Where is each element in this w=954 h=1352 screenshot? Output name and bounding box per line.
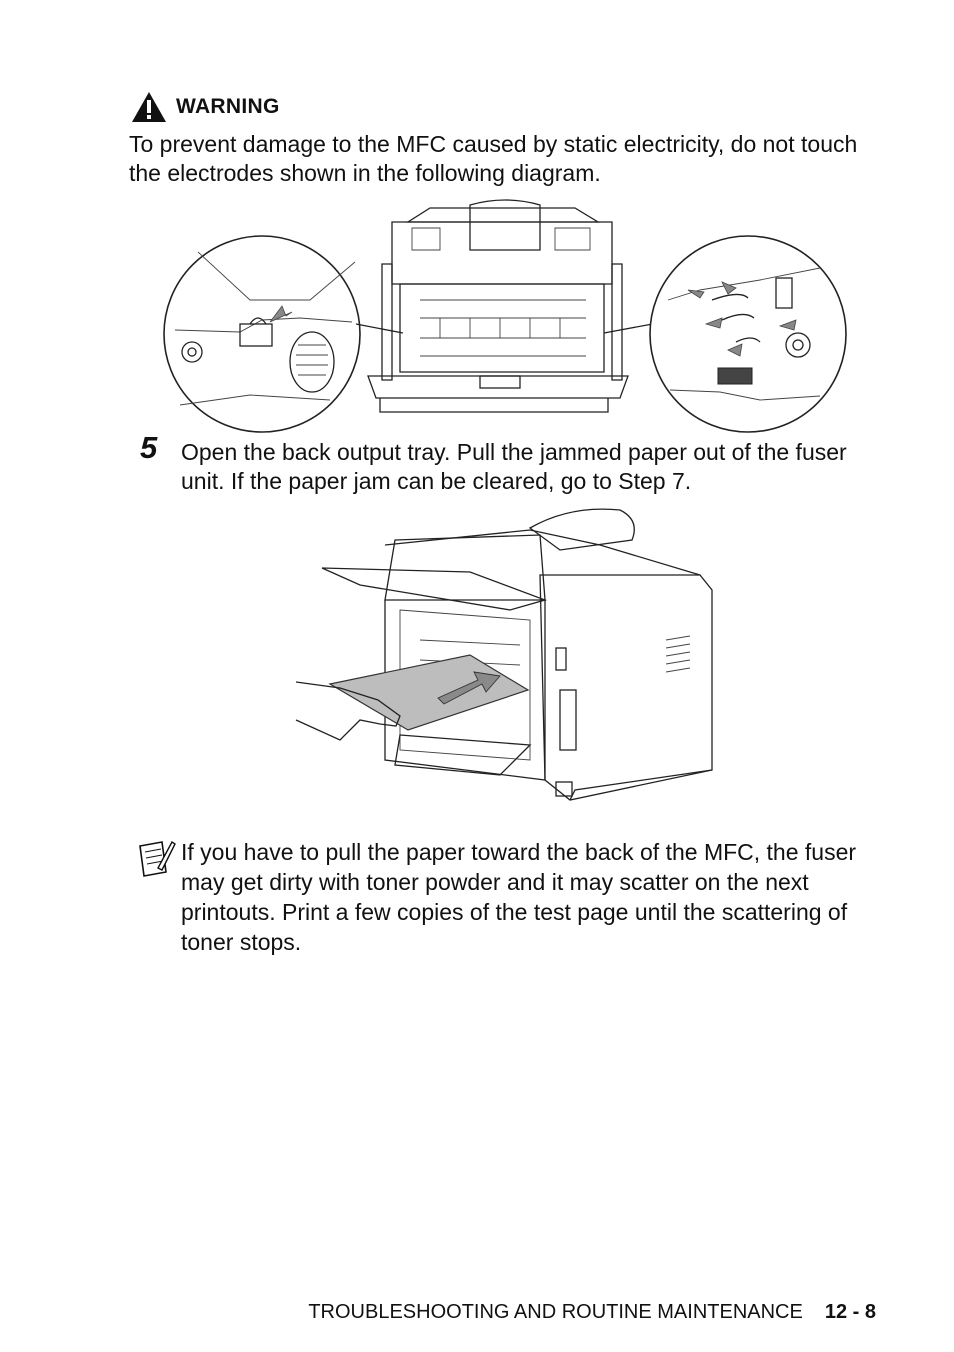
printer-rear-view (322, 509, 712, 800)
footer-section: TROUBLESHOOTING AND ROUTINE MAINTENANCE (308, 1301, 803, 1323)
warning-body: To prevent damage to the MFC caused by static electricity, do not touch the electrodes shown in the following diagram. (129, 131, 858, 186)
page-footer (308, 1301, 876, 1324)
step-number: 5 (140, 430, 158, 465)
note-pencil-icon (136, 838, 176, 880)
note-text: If you have to pull the paper toward the back of the MFC, the fuser may get dirty with toner powder and it may scatter on the next printouts. Print a few copies of the test page until the scattering of toner stops. (181, 839, 857, 955)
warning-title: WARNING (176, 95, 280, 118)
page-number: 12 - 8 (824, 1301, 876, 1323)
step-text: Open the back output tray. Pull the jammed paper out of the fuser unit. If the paper jam can be cleared, go to Step 7. (181, 439, 847, 494)
jammed-paper (330, 655, 528, 730)
